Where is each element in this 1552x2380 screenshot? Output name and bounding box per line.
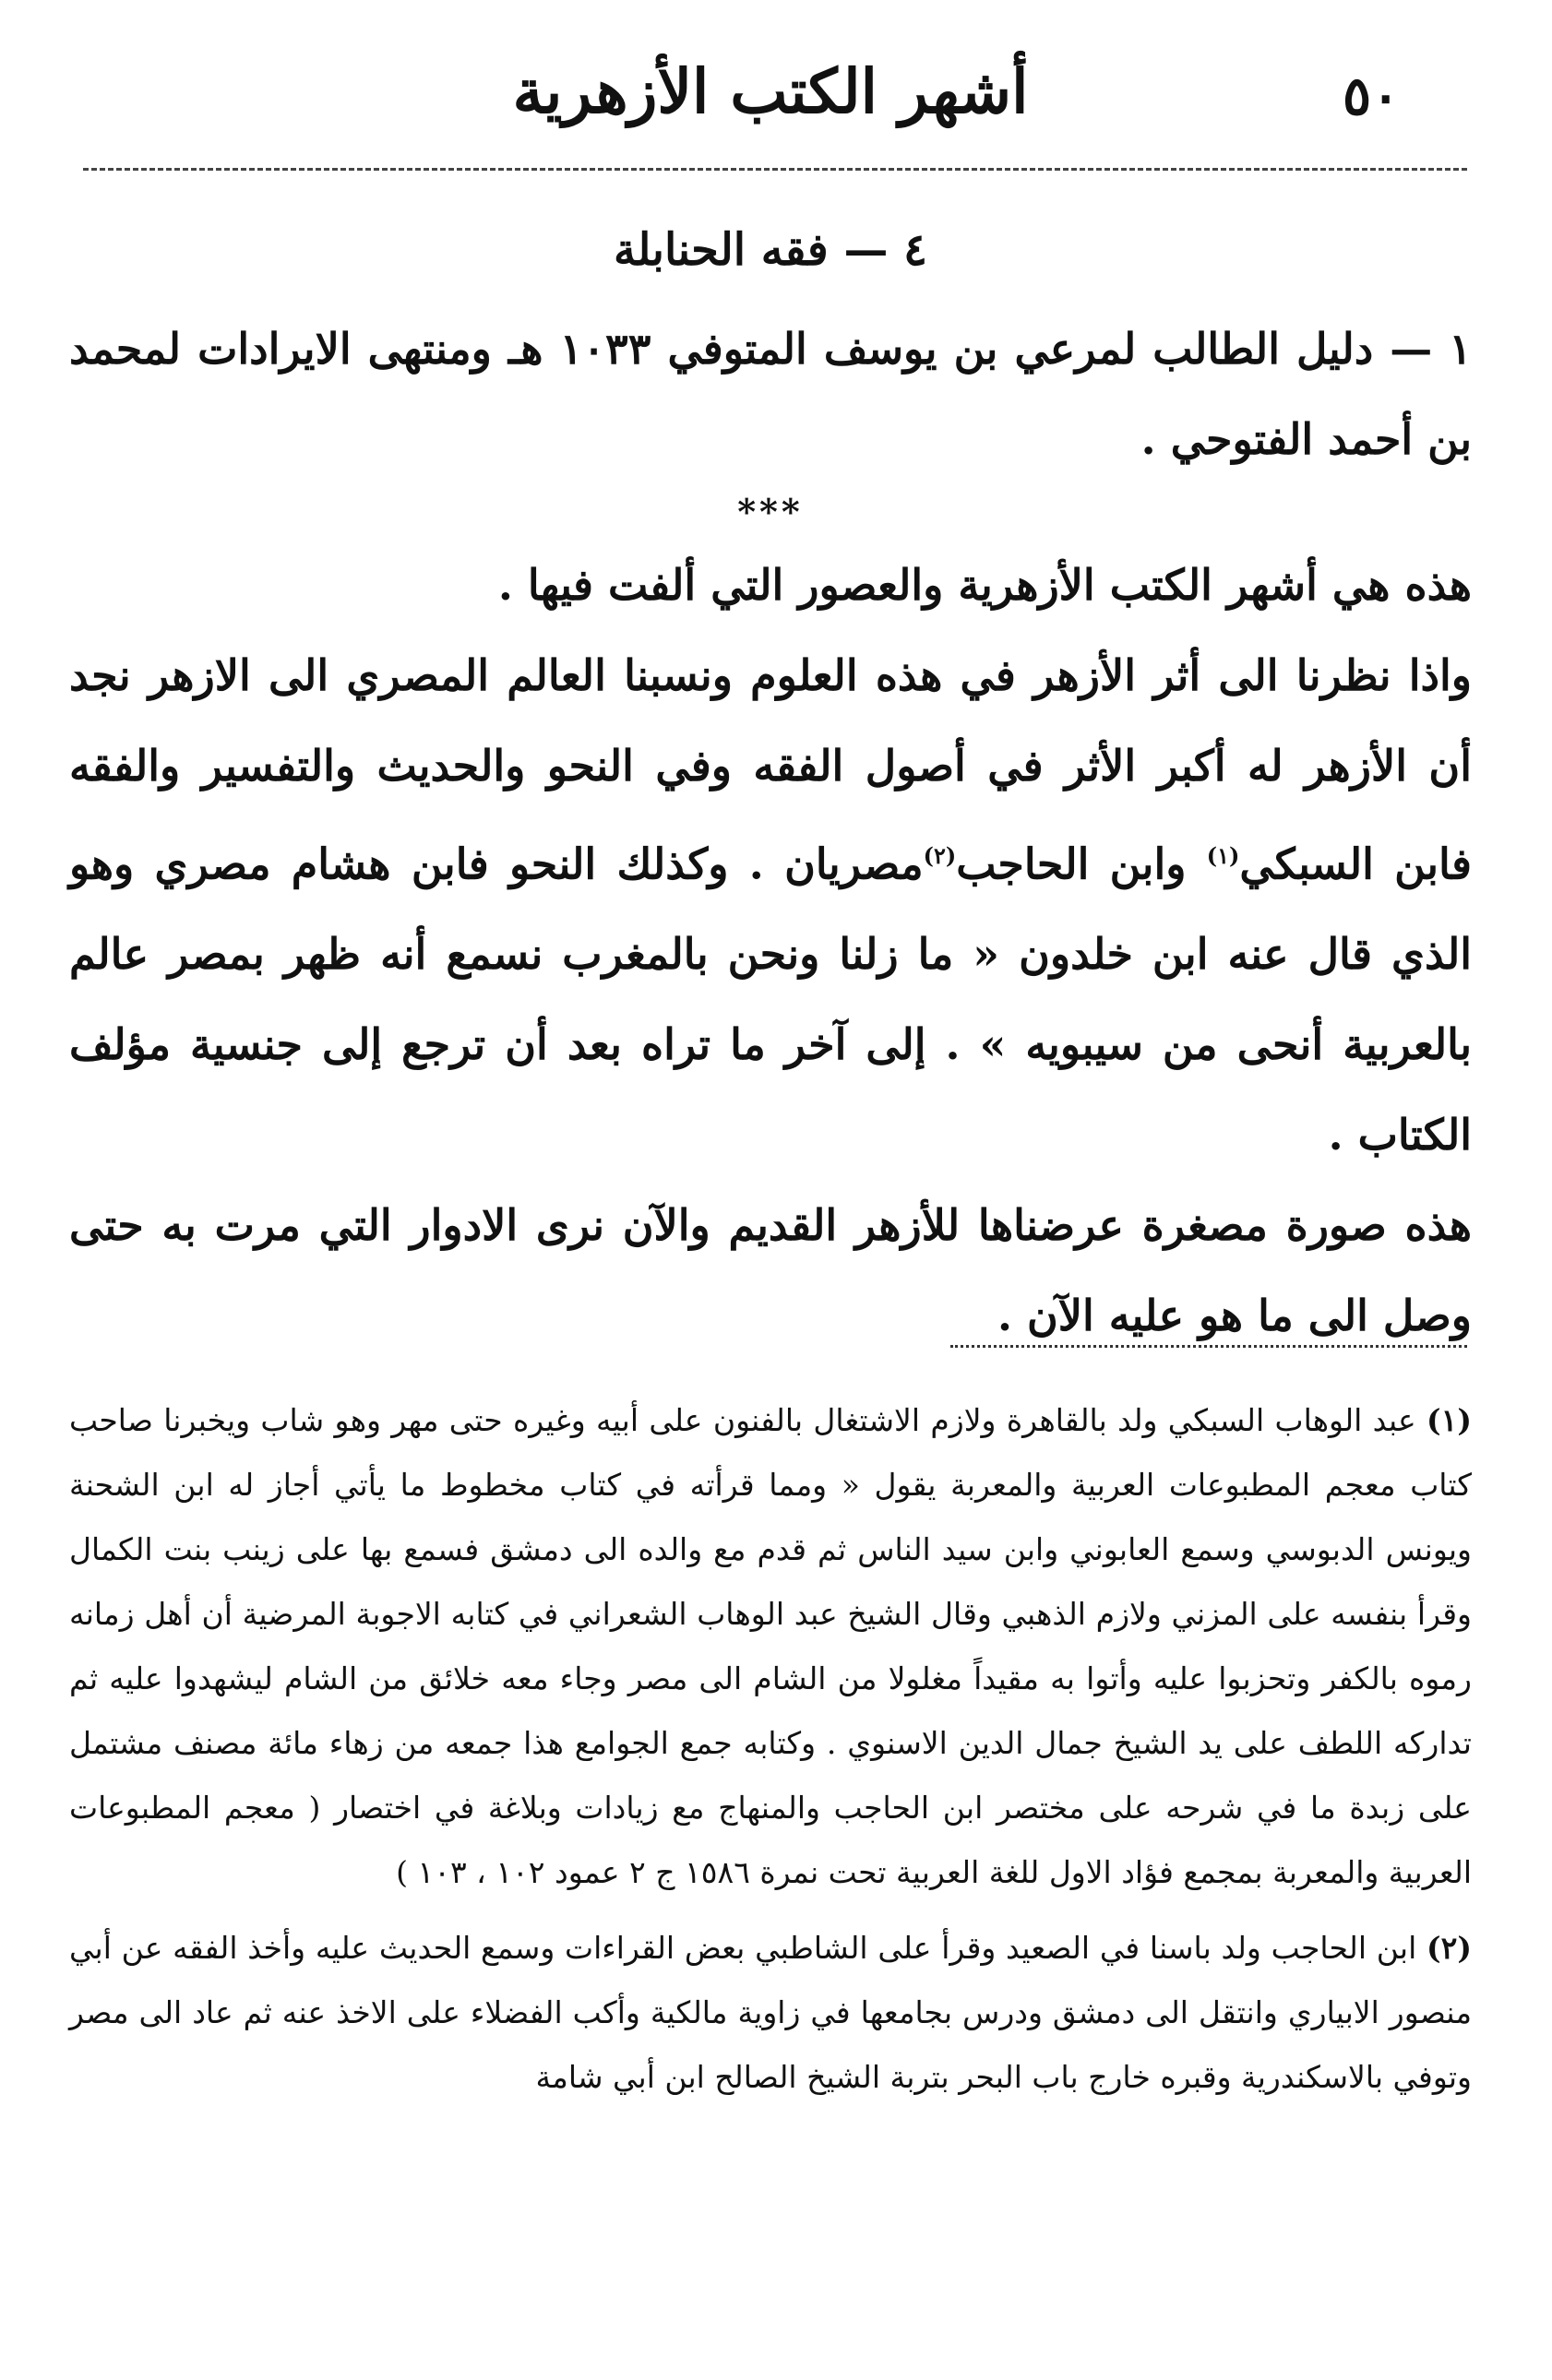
footnote-2-text: ابن الحاجب ولد باسنا في الصعيد وقرأ على الشاطبي بعض القراءات وسمع الحديث عليه وأخذ الفقه عن أبي منصور الابياري وانتقل الى دمشق ودرس بجامعها في زاوية مالكية وأكب الفضلاء على الاخذ عنه ثم عاد الى مصر وتوفي بالاسكندرية وقبره خارج باب البحر بتربة الشيخ الصالح ابن أبي شامة — [69, 1930, 1472, 2095]
page-number: ٥٠ — [1343, 65, 1401, 127]
paragraph-1: هذه هي أشهر الكتب الأزهرية والعصور التي ألفت فيها . — [497, 560, 1472, 610]
page-header — [69, 55, 1472, 157]
footnote-2-mark: (٢) — [1427, 1930, 1472, 1966]
footnote-2 — [69, 1916, 1472, 2110]
running-title: أشهر الكتب الأزهرية — [512, 55, 1029, 127]
header-divider — [83, 168, 1467, 171]
footnote-1-text: عبد الوهاب السبكي ولد بالقاهرة ولازم الاشتغال بالفنون على أبيه وغيره حتى مهر وهو شاب ويخبرنا صاحب كتاب معجم المطبوعات العربية والمعربة يقول « ومما قرأته في كتاب مخطوط ما يأتي أجاز له ابن الشحنة ويونس الدبوسي وسمع العابوني وابن سيد الناس ثم قدم مع والده الى دمشق فسمع بها على زينب بنت الكمال وقرأ بنفسه على المزني ولازم الذهبي وقال الشيخ عبد الوهاب الشعراني في كتابه الاجوبة المرضية أن أهل زمانه رموه بالكفر وتحزبوا عليه وأتوا به مقيداً مغلولا من الشام الى مصر وجاء معه خلائق من الشام ليشهدوا عليه ثم تداركه اللطف على يد الشيخ جمال الدين الاسنوي . وكتابه جمع الجوامع هذا جمعه من زهاء مائة مصنف مشتمل على زبدة ما في شرحه على مختصر ابن الحاجب والمنهاج مع زيادات وبلاغة في اختصار ( معجم المطبوعات العربية والمعربة بمجمع فؤاد الاول للغة العربية تحت نمرة ١٥٨٦ ج ٢ عمود ١٠٢ ، ١٠٣ ) — [69, 1402, 1472, 1890]
footnotes — [69, 1388, 1472, 2121]
paragraph-3: هذه صورة مصغرة عرضناها للأزهر القديم والآن نرى الادوار التي مرت به حتى وصل الى ما هو عليه الآن . — [69, 1200, 1472, 1341]
paragraph-2-part-c: مصريان . وكذلك النحو فابن هشام مصري وهو الذي قال عنه ابن خلدون « ما زلنا ونحن بالمغرب نسمع أنه ظهر بمصر عالم بالعربية أنحى من سيبويه » . إلى آخر ما تراه بعد أن ترجع إلى جنسية مؤلف الكتاب . — [69, 839, 1472, 1160]
footnote-ref-1: (١) — [1206, 842, 1240, 869]
section-separator: *** — [737, 491, 804, 532]
footnote-1-mark: (١) — [1427, 1402, 1473, 1438]
paragraph-2 — [69, 630, 1472, 1180]
paragraph-2-part-b: وابن الحاجب — [956, 839, 1207, 889]
section-heading: ٤ — فقه الحنابلة — [614, 224, 927, 276]
main-text — [69, 217, 1472, 1361]
footnote-1 — [69, 1388, 1472, 1905]
list-item-1: ١ — دليل الطالب لمرعي بن يوسف المتوفي ١٠٣٣ هـ ومنتهى الايرادات لمحمد بن أحمد الفتوحي . — [69, 324, 1472, 464]
footnote-ref-2: (٢) — [923, 842, 957, 869]
footnote-divider — [950, 1345, 1467, 1348]
paragraph-2-part-a: واذا نظرنا الى أثر الأزهر في هذه العلوم ونسبنا العالم المصري الى الازهر نجد أن الأزهر له أكبر الأثر في أصول الفقه وفي النحو والحديث والتفسير والفقه فابن السبكي — [69, 650, 1472, 889]
